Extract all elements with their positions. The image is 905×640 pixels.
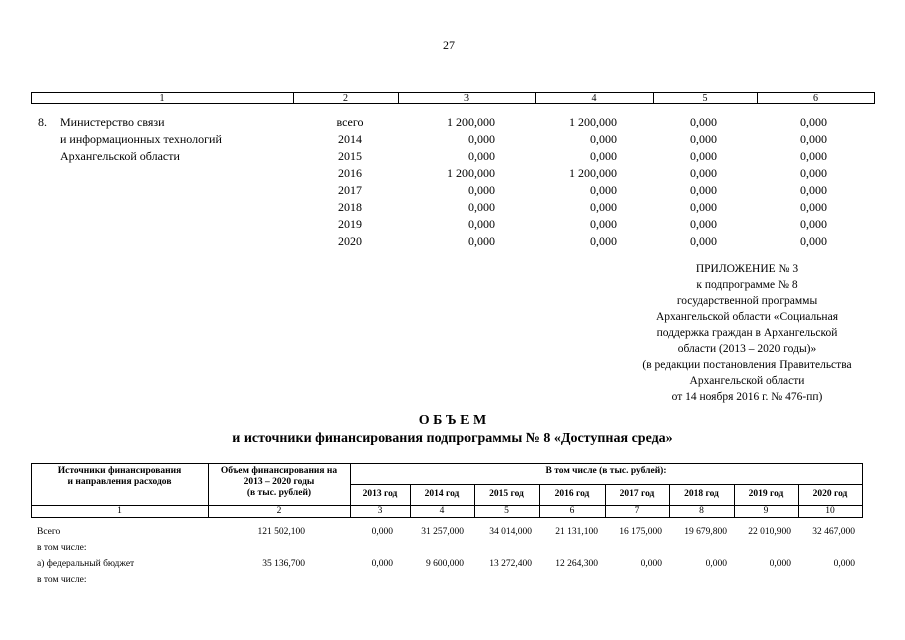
value-cell: 31 257,000 xyxy=(421,527,464,537)
appendix-line: Архангельской области «Социальная xyxy=(656,311,838,323)
value-cell: 0,000 xyxy=(690,166,717,180)
value-cell: 0,000 xyxy=(690,183,717,197)
year-header: 2014 год xyxy=(424,489,460,499)
table1-colnum-1: 1 xyxy=(159,93,165,104)
appendix-line: от 14 ноября 2016 г. № 476-пп) xyxy=(671,391,823,403)
appendix-block xyxy=(612,261,882,405)
value-cell: 21 131,100 xyxy=(555,527,598,537)
years-column xyxy=(325,114,375,250)
value-cell: 0,000 xyxy=(690,149,717,163)
table2-colnum: 4 xyxy=(439,506,445,516)
value-cell: 1 200,000 xyxy=(569,166,617,180)
table2-colnum: 3 xyxy=(377,506,383,516)
value-cell: 34 014,000 xyxy=(489,527,532,537)
table2-colnum: 2 xyxy=(276,506,282,516)
col5-column xyxy=(670,114,717,250)
value-cell: 0,000 xyxy=(468,132,495,146)
header-line: 2013 – 2020 годы xyxy=(243,477,315,487)
year-cell: 2020 xyxy=(338,234,362,248)
value-cell: 121 502,100 xyxy=(257,527,305,537)
value-cell: 13 272,400 xyxy=(489,559,532,569)
value-cell: 0,000 xyxy=(590,183,617,197)
year-cell: всего xyxy=(336,115,364,129)
appendix-line: области (2013 – 2020 годы)» xyxy=(677,343,817,355)
value-cell: 0,000 xyxy=(468,149,495,163)
value-cell: 0,000 xyxy=(468,217,495,231)
value-cell: 12 264,300 xyxy=(555,559,598,569)
year-cell: 2018 xyxy=(338,200,362,214)
value-cell: 0,000 xyxy=(800,183,827,197)
table1-colnum-6: 6 xyxy=(813,93,818,104)
value-cell: 0,000 xyxy=(590,149,617,163)
value-cell: 9 600,000 xyxy=(426,559,464,569)
table1-colnum-2: 2 xyxy=(343,93,348,104)
table2-header-volume xyxy=(208,466,350,499)
value-cell: 0,000 xyxy=(690,217,717,231)
value-cell: 0,000 xyxy=(690,132,717,146)
year-header: 2016 год xyxy=(554,489,590,499)
appendix-line: ПРИЛОЖЕНИЕ № 3 xyxy=(695,263,799,275)
row-name-line: Архангельской области xyxy=(60,149,180,163)
year-cell: 2014 xyxy=(338,132,362,146)
col4-column xyxy=(537,114,617,250)
row-label: в том числе: xyxy=(37,543,87,553)
value-cell: 0,000 xyxy=(800,200,827,214)
value-cell: 0,000 xyxy=(590,217,617,231)
year-header: 2013 год xyxy=(362,489,398,499)
value-cell: 1 200,000 xyxy=(569,115,617,129)
table2-header-group: В том числе (в тыс. рублей): xyxy=(545,466,667,476)
value-cell: 0,000 xyxy=(590,132,617,146)
value-cell: 32 467,000 xyxy=(812,527,855,537)
appendix-line: Архангельской области xyxy=(689,375,805,387)
value-cell: 0,000 xyxy=(371,559,393,569)
header-line: Источники финансирования xyxy=(57,466,182,476)
value-cell: 0,000 xyxy=(800,166,827,180)
year-cell: 2016 xyxy=(338,166,362,180)
value-cell: 35 136,700 xyxy=(262,559,305,569)
value-cell: 0,000 xyxy=(800,149,827,163)
value-cell: 0,000 xyxy=(800,115,827,129)
value-cell: 22 010,900 xyxy=(748,527,791,537)
row-label: а) федеральный бюджет xyxy=(37,559,135,569)
row-name-line: Министерство связи xyxy=(60,115,165,129)
table2-header-sources xyxy=(31,466,208,488)
table1-colnum-4: 4 xyxy=(591,93,597,104)
appendix-line: к подпрограмме № 8 xyxy=(696,279,798,291)
year-header: 2018 год xyxy=(684,489,719,499)
year-header: 2015 год xyxy=(489,489,524,499)
row-number: 8. xyxy=(38,115,47,129)
table2-colnum: 5 xyxy=(504,506,509,516)
value-cell: 0,000 xyxy=(800,217,827,231)
value-cell: 0,000 xyxy=(371,527,393,537)
table2-colnum: 6 xyxy=(569,506,575,516)
value-cell: 0,000 xyxy=(705,559,727,569)
year-cell: 2015 xyxy=(338,149,362,163)
table2-colnum: 10 xyxy=(825,506,835,516)
appendix-line: государственной программы xyxy=(676,295,818,307)
table1-colnum-3: 3 xyxy=(464,93,469,104)
header-line: (в тыс. рублей) xyxy=(246,488,312,498)
value-cell: 1 200,000 xyxy=(447,115,495,129)
value-cell: 0,000 xyxy=(590,200,617,214)
table2-colnum: 1 xyxy=(117,506,122,516)
value-cell: 0,000 xyxy=(690,200,717,214)
col3-column xyxy=(410,114,495,250)
year-cell: 2019 xyxy=(338,217,362,231)
year-header: 2020 год xyxy=(812,489,848,499)
value-cell: 0,000 xyxy=(800,132,827,146)
year-header: 2017 год xyxy=(619,489,655,499)
value-cell: 0,000 xyxy=(640,559,662,569)
header-line: Объем финансирования на xyxy=(220,466,338,476)
value-cell: 0,000 xyxy=(800,234,827,248)
year-header: 2019 год xyxy=(748,489,784,499)
value-cell: 0,000 xyxy=(833,559,855,569)
table2-colnum: 8 xyxy=(699,506,704,516)
value-cell: 16 175,000 xyxy=(619,527,662,537)
year-cell: 2017 xyxy=(338,183,362,197)
header-line: и направления расходов xyxy=(67,477,172,487)
value-cell: 0,000 xyxy=(690,234,717,248)
page-number: 27 xyxy=(443,38,455,52)
value-cell: 0,000 xyxy=(769,559,791,569)
row-label: Всего xyxy=(37,527,61,537)
row-name-line: и информационных технологий xyxy=(60,132,222,146)
table2-colnum: 9 xyxy=(763,506,769,516)
value-cell: 0,000 xyxy=(590,234,617,248)
col6-column xyxy=(780,114,827,250)
value-cell: 0,000 xyxy=(468,183,495,197)
value-cell: 0,000 xyxy=(690,115,717,129)
document-subtitle: и источники финансирования подпрограммы № 8 «Доступная среда» xyxy=(232,431,673,446)
row-name xyxy=(60,114,222,165)
table2-colnum: 7 xyxy=(634,506,640,516)
table1-colnum-5: 5 xyxy=(702,93,708,104)
value-cell: 1 200,000 xyxy=(447,166,495,180)
value-cell: 0,000 xyxy=(468,234,495,248)
value-cell: 19 679,800 xyxy=(684,527,727,537)
row-label: в том числе: xyxy=(37,575,87,585)
appendix-line: (в редакции постановления Правительства xyxy=(642,359,852,371)
appendix-line: поддержка граждан в Архангельской xyxy=(656,327,838,339)
document-title: О Б Ъ Е М xyxy=(418,413,487,428)
value-cell: 0,000 xyxy=(468,200,495,214)
